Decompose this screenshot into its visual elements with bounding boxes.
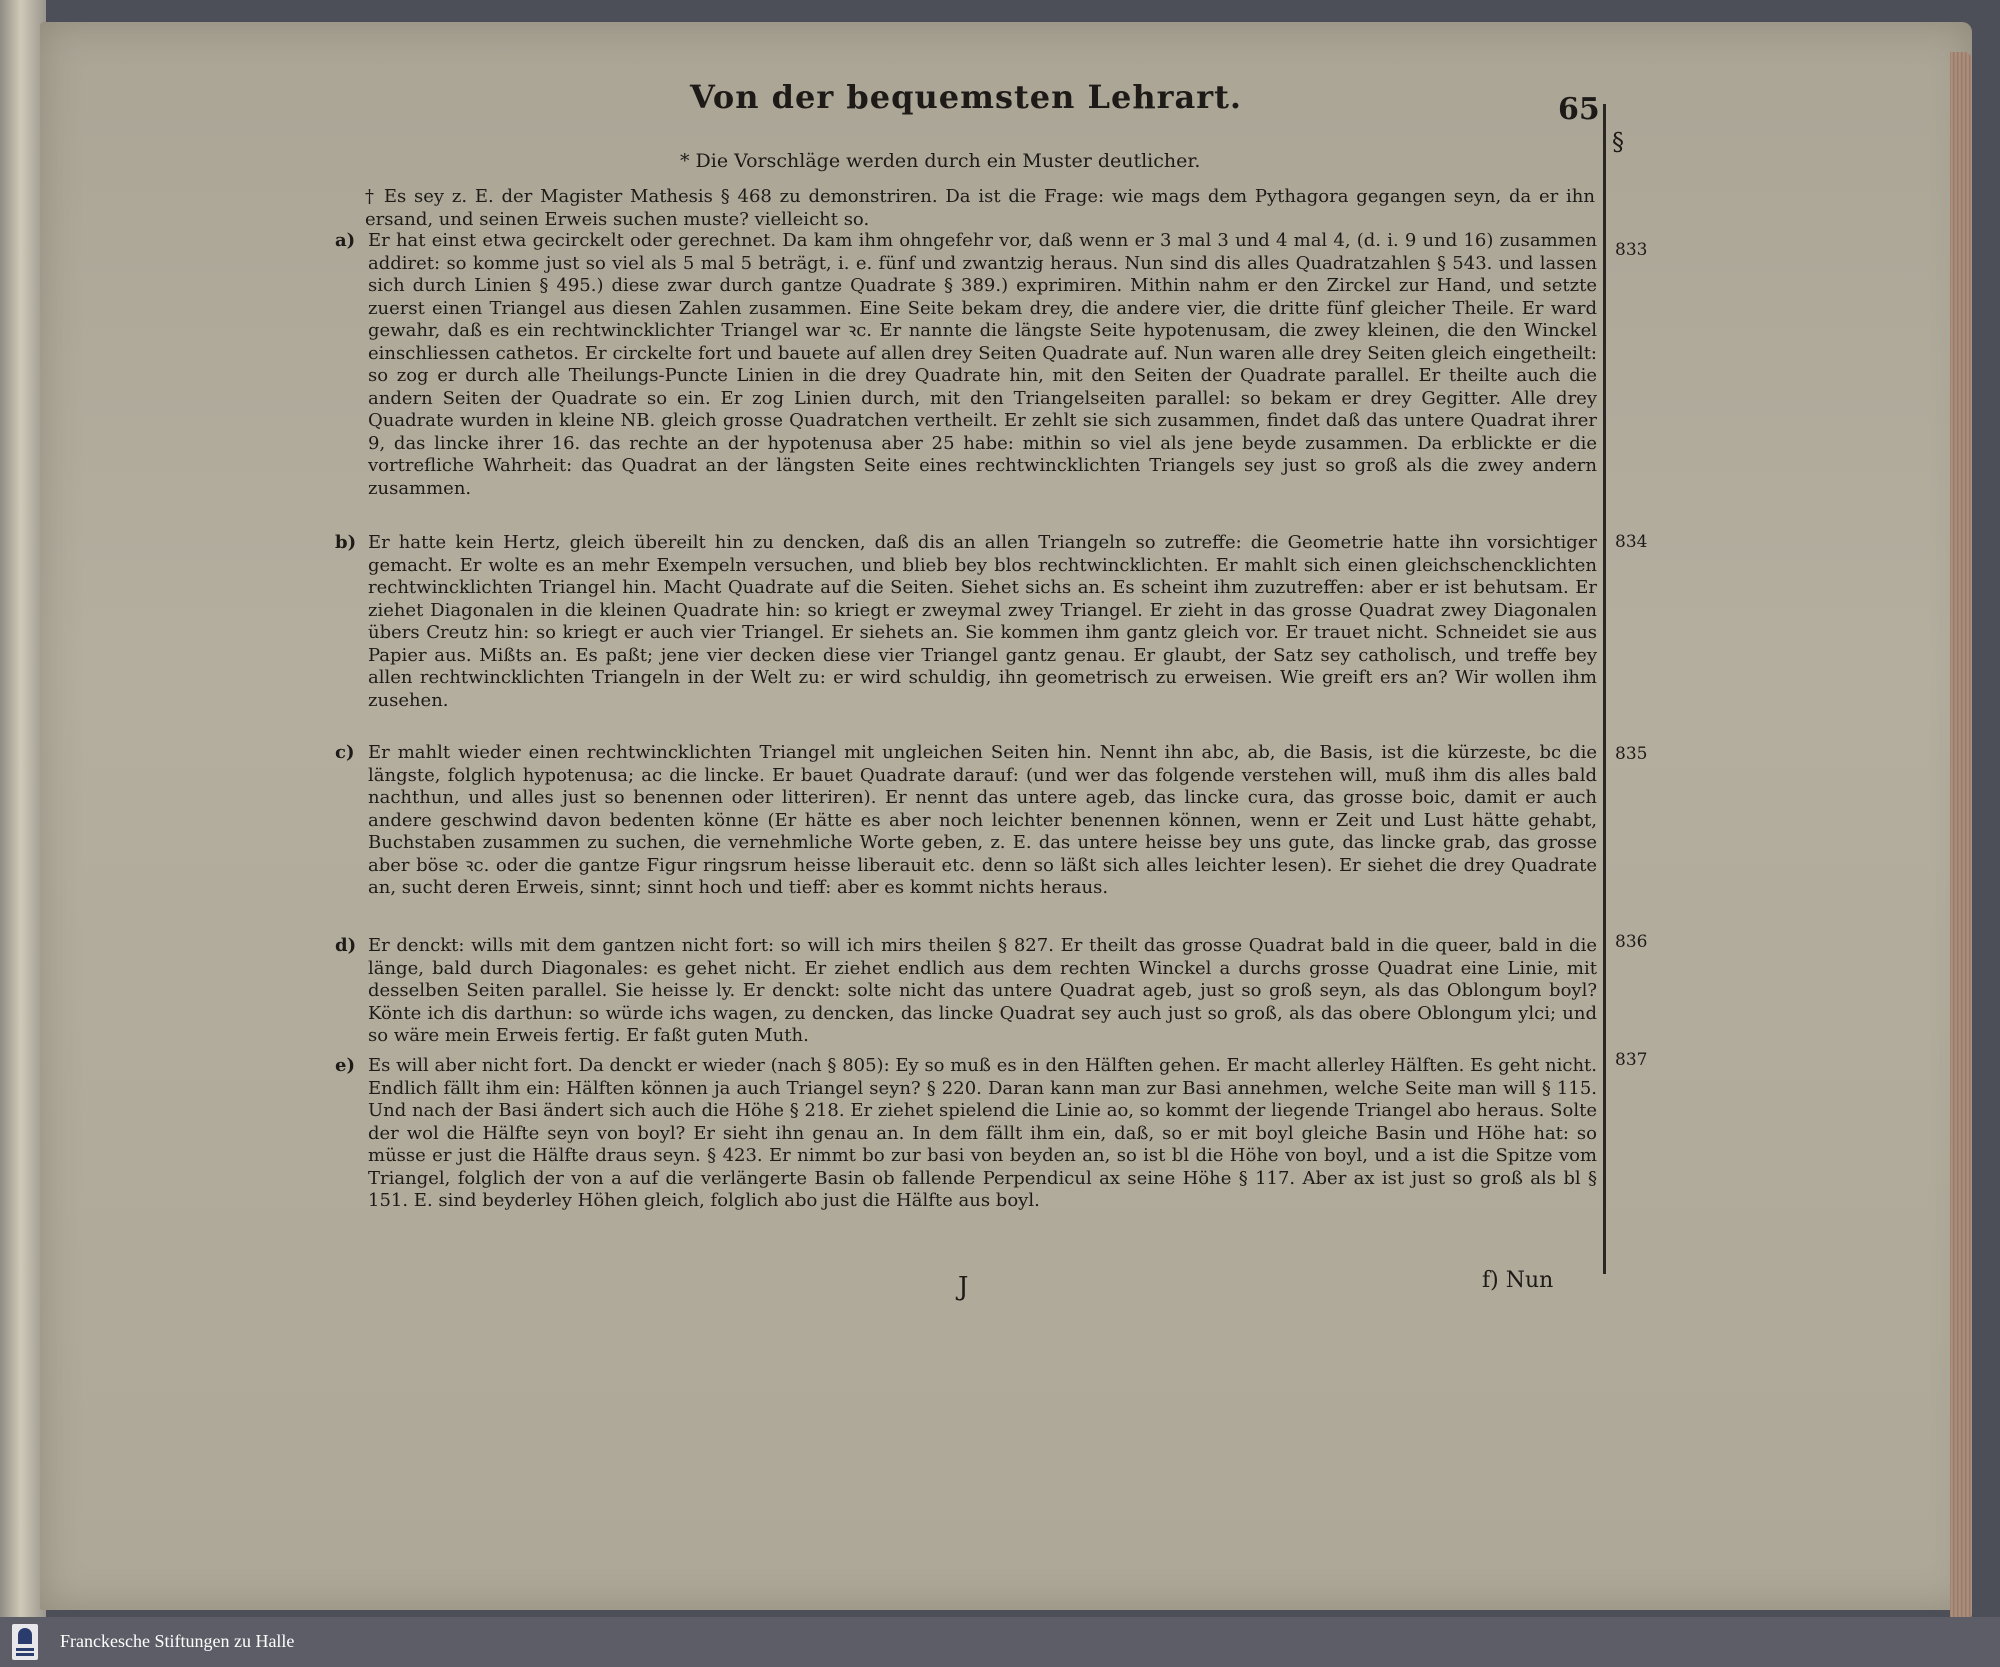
paragraph-text: Er denckt: wills mit dem gantzen nicht fort: so will ich mirs theilen § 827. Er theilt das grosse Quadrat bald in die queer, bald in die länge, bald durch Diagonales: es gehet nicht. Er ziehet endlich aus dem rechten Winckel a durchs grosse Quadrat eine Linie, mit desselben Seiten parallel. Sie heisse ly. Er denckt: solte nicht das untere Quadrat ageb, just so groß seyn, als das Oblongum boyl? Könte ich dis darthun: so würde ichs wagen, zu dencken, das lincke Quadrat sey auch just so groß, als das obere Oblongum ylci; und so wäre mein Erweis fertig. Er faßt guten Muth. — [368, 935, 1597, 1046]
footer-label[interactable]: Franckesche Stiftungen zu Halle — [60, 1631, 295, 1651]
paragraph-letter: e) — [335, 1055, 355, 1076]
margin-rule — [1603, 104, 1606, 1274]
page-edge — [1950, 52, 1972, 1617]
intro-paragraph: † Es sey z. E. der Magister Mathesis § 468 zu demonstriren. Da ist die Frage: wie mags dem Pythagora gegangen seyn, da er ihn ersand, und seinen Erweis suchen muste? vielleicht so. — [365, 186, 1595, 230]
paragraph-c — [335, 742, 1597, 900]
paragraph-d — [335, 935, 1597, 1048]
running-title: Von der bequemsten Lehrart. — [690, 78, 1243, 116]
page-number: 65 — [1558, 92, 1600, 127]
paragraph-letter: d) — [335, 935, 357, 956]
side-number: 834 — [1615, 532, 1648, 552]
paragraph-text: Er hatte kein Hertz, gleich übereilt hin zu dencken, daß dis an allen Triangeln so zutreffe: die Geometrie hatte ihn vorsichtiger gemacht. Er wolte es an mehr Exempeln versuchen, und blieb bey blos rechtwincklichten. Er mahlt sich einen gleichschencklichten rechtwincklichten Triangel hin. Macht Quadrate auf die Seiten. Siehet sichs an. Es scheint ihm zuzutreffen: aber er ist behutsam. Er ziehet Diagonalen in die kleinen Quadrate hin: so kriegt er zweymal zwey Triangel. Er zieht in das grosse Quadrat zwey Diagonalen übers Creutz hin: so kriegt er auch vier Triangel. Er siehets an. Sie kommen ihm gantz gleich vor. Er trauet nicht. Schneidet sie aus Papier aus. Mißts an. Es paßt; jene vier decken diese vier Triangel gantz genau. Er glaubt, der Satz sey catholisch, und treffe bey allen rechtwincklichten Triangeln in der Welt zu: er wird schuldig, ihn geometrisch zu erweisen. Wie greift ers an? Wir wollen ihm zusehen. — [368, 532, 1597, 711]
margin-section-sign: § — [1612, 128, 1624, 156]
paragraph-a — [335, 230, 1597, 500]
paragraph-b — [335, 532, 1597, 712]
paragraph-text: Er mahlt wieder einen rechtwincklichten Triangel mit ungleichen Seiten hin. Nennt ihn abc, ab, die Basis, ist die kürzeste, bc die längste, folglich hypotenusa; ac die lincke. Er bauet Quadrate darauf: (und wer das folgende verstehen will, muß ihm dis alles bald nachthun, und alles just so benennen oder litteriren). Er nennt das untere ageb, das lincke cura, das grosse boic, damit er auch andere geschwind davon bedenten könne (Er hätte es aber noch leichter benennen können, wenn er Zeit und Lust hätte gehabt, Buchstaben zusammen zu suchen, die vernehmliche Worte geben, z. E. das untere heisse bey uns gute, das lincke grab, das grosse aber böse ꝛc. oder die gantze Figur ringsrum heisse liberauit etc. denn so läßt sich alles leichter lesen). Er siehet die drey Quadrate an, sucht deren Erweis, sinnt; sinnt hoch und tieff: aber es kommt nichts heraus. — [368, 742, 1597, 898]
paragraph-letter: b) — [335, 532, 357, 553]
foundation-logo-icon[interactable] — [12, 1624, 38, 1660]
side-number: 837 — [1615, 1050, 1648, 1070]
paragraph-text: Er hat einst etwa gecirckelt oder gerechnet. Da kam ihm ohngefehr vor, daß wenn er 3 mal 3 und 4 mal 4, (d. i. 9 und 16) zusammen addiret: so komme just so viel als 5 mal 5 beträgt, i. e. fünf und zwantzig heraus. Nun sind dis alles Quadratzahlen § 543. und lassen sich durch Linien § 495.) diese zwar durch gantze Quadrate § 389.) exprimiren. Mithin nahm er den Zirckel zur Hand, und setzte zuerst einen Triangel aus diesen Zahlen zusammen. Eine Seite bekam drey, die andere vier, die dritte fünf gleicher Theile. Er ward gewahr, daß es ein rechtwincklichter Triangel war ꝛc. Er nannte die längste Seite hypotenusam, die zwey kleinen, die den Winckel einschliessen cathetos. Er circkelte fort und bauete auf allen drey Seiten Quadrate auf. Nun waren alle drey Seiten gleich eingetheilt: so zog er durch alle Theilungs-Puncte Linien in die drey Quadrate hin, mit den Seiten der Quadrate parallel. Er theilte auch die andern Seiten der Quadrate so ein. Er zog Linien durch, mit den Triangelseiten parallel: so bekam er drey Gegitter. Alle drey Quadrate wurden in kleine NB. gleich grosse Quadratchen vertheilt. Er zehlt sie sich zusammen, findet daß das untere Quadrat ihrer 9, das lincke ihrer 16. das rechte an der hypotenusa aber 25 habe: mithin so viel als jene beyde zusammen. Da erblickte er die vortrefliche Wahrheit: das Quadrat an der längsten Seite eines rechtwincklichten Triangels sey just so groß als die zwey andern zusammen. — [368, 230, 1597, 499]
signature-mark: J — [958, 1272, 969, 1302]
catchword: f) Nun — [1482, 1268, 1554, 1293]
footer-bar — [0, 1617, 2000, 1667]
paragraph-e — [335, 1055, 1597, 1213]
side-number: 833 — [1615, 240, 1648, 260]
paragraph-text: Es will aber nicht fort. Da denckt er wieder (nach § 805): Ey so muß es in den Hälften gehen. Er macht allerley Hälften. Es geht nicht. Endlich fällt ihm ein: Hälften können ja auch Triangel seyn? § 220. Daran kann man zur Basi annehmen, welche Seite man will § 115. Und nach der Basi ändert sich auch die Höhe § 218. Er ziehet spielend die Linie ao, so kommt der liegende Triangel abo heraus. Solte der wol die Hälfte seyn von boyl? Er sieht ihn genau an. In dem fällt ihm ein, daß, so er mit boyl gleiche Basin und Höhe hat: so müsse er just die Hälfte draus seyn. § 423. Er nimmt bo zur basi von beyden an, so ist bl die Höhe von boyl, und a ist die Spitze vom Triangel, folglich der von a auf die verlängerte Basin ob fallende Perpendicul ax seine Höhe § 117. Aber ax ist just so groß als bl § 151. E. sind beyderley Höhen gleich, folglich abo just die Hälfte aus boyl. — [368, 1055, 1597, 1211]
side-number: 836 — [1615, 932, 1648, 952]
paragraph-letter: c) — [335, 742, 355, 763]
footnote-title: * Die Vorschläge werden durch ein Muster deutlicher. — [680, 150, 1201, 172]
paragraph-letter: a) — [335, 230, 356, 251]
side-number: 835 — [1615, 744, 1648, 764]
